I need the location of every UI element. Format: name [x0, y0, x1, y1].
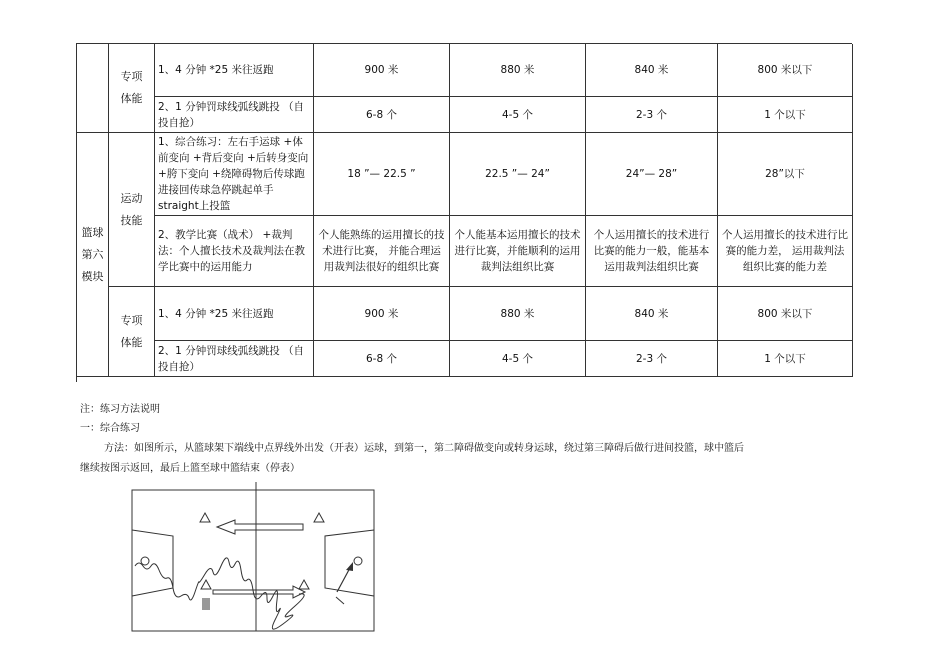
- category-sport-skill: 运动 技能: [109, 133, 155, 287]
- note-method-cont: 继续按图示返回，最后上篮至球中篮结束（停表）: [80, 463, 300, 474]
- item-cell: 1、综合练习：左右手运球 +体前变向 +背后变向 +后转身变向 +胯下变向 +绕障碍物后传球跑进接回传球急停跳起单手straight上投篮: [155, 133, 314, 216]
- court-outline: [132, 490, 374, 631]
- grade-cell: 1 个以下: [718, 97, 853, 133]
- grade-cell: 900 米: [314, 287, 450, 341]
- grade-cell: 800 米以下: [718, 287, 853, 341]
- grade-cell: 个人运用擅长的技术进行比赛的能力一般，能基本运用裁判法组织比赛: [586, 216, 718, 287]
- grade-cell: 880 米: [450, 44, 586, 97]
- court-diagram: [125, 480, 377, 632]
- tick-mark: [336, 597, 344, 604]
- category-special-fitness: 专项 体能: [109, 287, 155, 377]
- arrow-left: [217, 520, 303, 534]
- shot-arrowhead: [346, 562, 353, 571]
- grade-cell: 24”— 28”: [586, 133, 718, 216]
- left-basket: [141, 557, 149, 565]
- right-basket: [354, 557, 362, 565]
- module-cell-empty: [77, 44, 109, 133]
- grade-cell: 900 米: [314, 44, 450, 97]
- category-special-fitness: 专项 体能: [109, 44, 155, 133]
- grade-cell: 4-5 个: [450, 341, 586, 377]
- grade-cell: 18 ”— 22.5 ”: [314, 133, 450, 216]
- grade-cell: 个人运用擅长的技术进行比赛的能力差， 运用裁判法组织比赛的能力差: [718, 216, 853, 287]
- obstacle-triangle: [299, 580, 309, 589]
- grade-cell: 2-3 个: [586, 341, 718, 377]
- item-cell: 1、4 分钟 *25 米往返跑: [155, 44, 314, 97]
- start-marker: [202, 598, 210, 610]
- grade-cell: 2-3 个: [586, 97, 718, 133]
- item-cell: 2、1 分钟罚球线弧线跳投 （自投自抢）: [155, 97, 314, 133]
- grade-cell: 6-8 个: [314, 97, 450, 133]
- obstacle-triangle: [201, 580, 211, 589]
- grade-cell: 28”以下: [718, 133, 853, 216]
- grade-cell: 880 米: [450, 287, 586, 341]
- arrow-right: [213, 586, 305, 598]
- grade-cell: 1 个以下: [718, 341, 853, 377]
- grade-cell: 6-8 个: [314, 341, 450, 377]
- note-section: 一：综合练习: [80, 423, 140, 434]
- item-cell: 2、教学比赛（战术） +裁判法：个人擅长技术及裁判法在教学比赛中的运用能力: [155, 216, 314, 287]
- obstacle-triangle: [200, 513, 210, 522]
- grade-cell: 个人能基本运用擅长的技术进行比赛，并能顺利的运用裁判法组织比赛: [450, 216, 586, 287]
- module-label: 篮球 第六 模块: [77, 133, 109, 377]
- grade-cell: 840 米: [586, 287, 718, 341]
- obstacle-triangle: [314, 513, 324, 522]
- right-key: [325, 530, 374, 596]
- grade-cell: 22.5 ”— 24”: [450, 133, 586, 216]
- note-title: 注：练习方法说明: [80, 404, 160, 415]
- item-cell: 1、4 分钟 *25 米往返跑: [155, 287, 314, 341]
- grade-cell: 840 米: [586, 44, 718, 97]
- item-cell: 2、1 分钟罚球线弧线跳投 （自投自抢）: [155, 341, 314, 377]
- assessment-table: [76, 43, 852, 382]
- grade-cell: 800 米以下: [718, 44, 853, 97]
- note-method: 方法：如图所示，从篮球架下端线中点界线外出发（开表）运球，到第一，第二障碍做变向或转身运球，绕过第三障碍后做行进间投篮，球中篮后: [104, 443, 744, 454]
- grade-cell: 4-5 个: [450, 97, 586, 133]
- grade-cell: 个人能熟练的运用擅长的技术进行比赛， 并能合理运用裁判法很好的组织比赛: [314, 216, 450, 287]
- dribble-path: [135, 558, 304, 629]
